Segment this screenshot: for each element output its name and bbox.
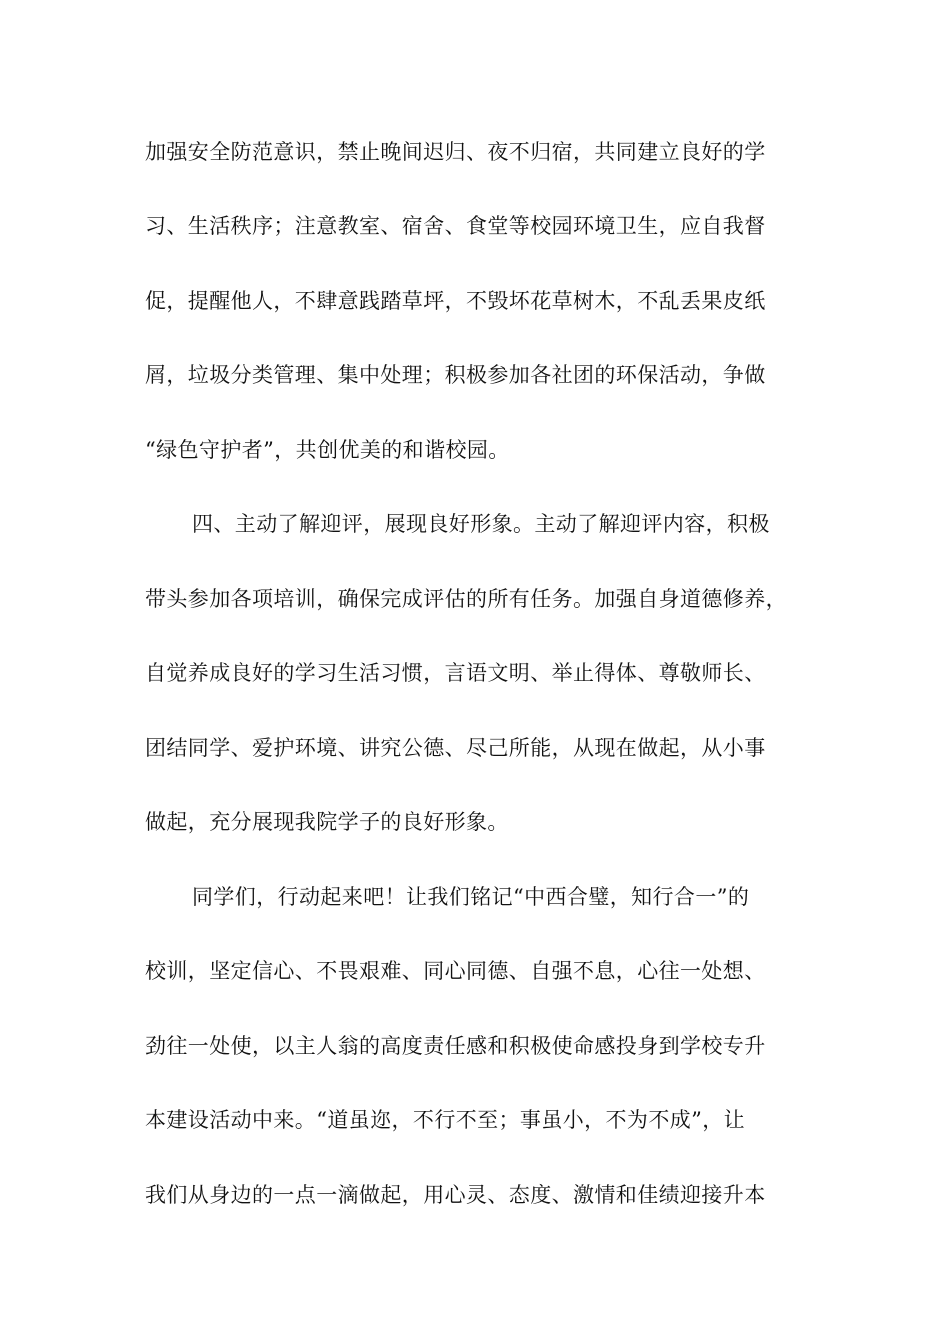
text-line-13: 劲往一处使，以主人翁的高度责任感和积极使命感投身到学校专升 <box>145 1034 766 1058</box>
text-line-10: 做起，充分展现我院学子的良好形象。 <box>145 810 509 834</box>
text-line-3: 促，提醒他人，不肆意践踏草坪，不毁坏花草树木，不乱丢果皮纸 <box>145 289 766 313</box>
text-line-15: 我们从身边的一点一滴做起，用心灵、态度、激情和佳绩迎接升本 <box>145 1183 766 1207</box>
text-line-7: 带头参加各项培训，确保完成评估的所有任务。加强自身道德修养， <box>145 587 787 611</box>
paragraph-closing-start: 同学们，行动起来吧！让我们铭记“中西合璧，知行合一”的 <box>192 885 750 909</box>
text-line-1: 加强安全防范意识，禁止晚间迟归、夜不归宿，共同建立良好的学 <box>145 140 766 164</box>
text-line-5: “绿色守护者”，共创优美的和谐校园。 <box>145 438 510 462</box>
text-line-4: 屑，垃圾分类管理、集中处理；积极参加各社团的环保活动，争做 <box>145 363 766 387</box>
text-line-12: 校训，坚定信心、不畏艰难、同心同德、自强不息，心往一处想、 <box>145 959 766 983</box>
text-line-8: 自觉养成良好的学习生活习惯，言语文明、举止得体、尊敬师长、 <box>145 661 766 685</box>
paragraph-4-start: 四、主动了解迎评，展现良好形象。主动了解迎评内容，积极 <box>192 512 770 536</box>
text-line-14: 本建设活动中来。“道虽迩，不行不至；事虽小，不为不成”，让 <box>145 1108 746 1132</box>
text-line-9: 团结同学、爱护环境、讲究公德、尽己所能，从现在做起，从小事 <box>145 736 766 760</box>
text-line-2: 习、生活秩序；注意教室、宿舍、食堂等校园环境卫生，应自我督 <box>145 214 766 238</box>
